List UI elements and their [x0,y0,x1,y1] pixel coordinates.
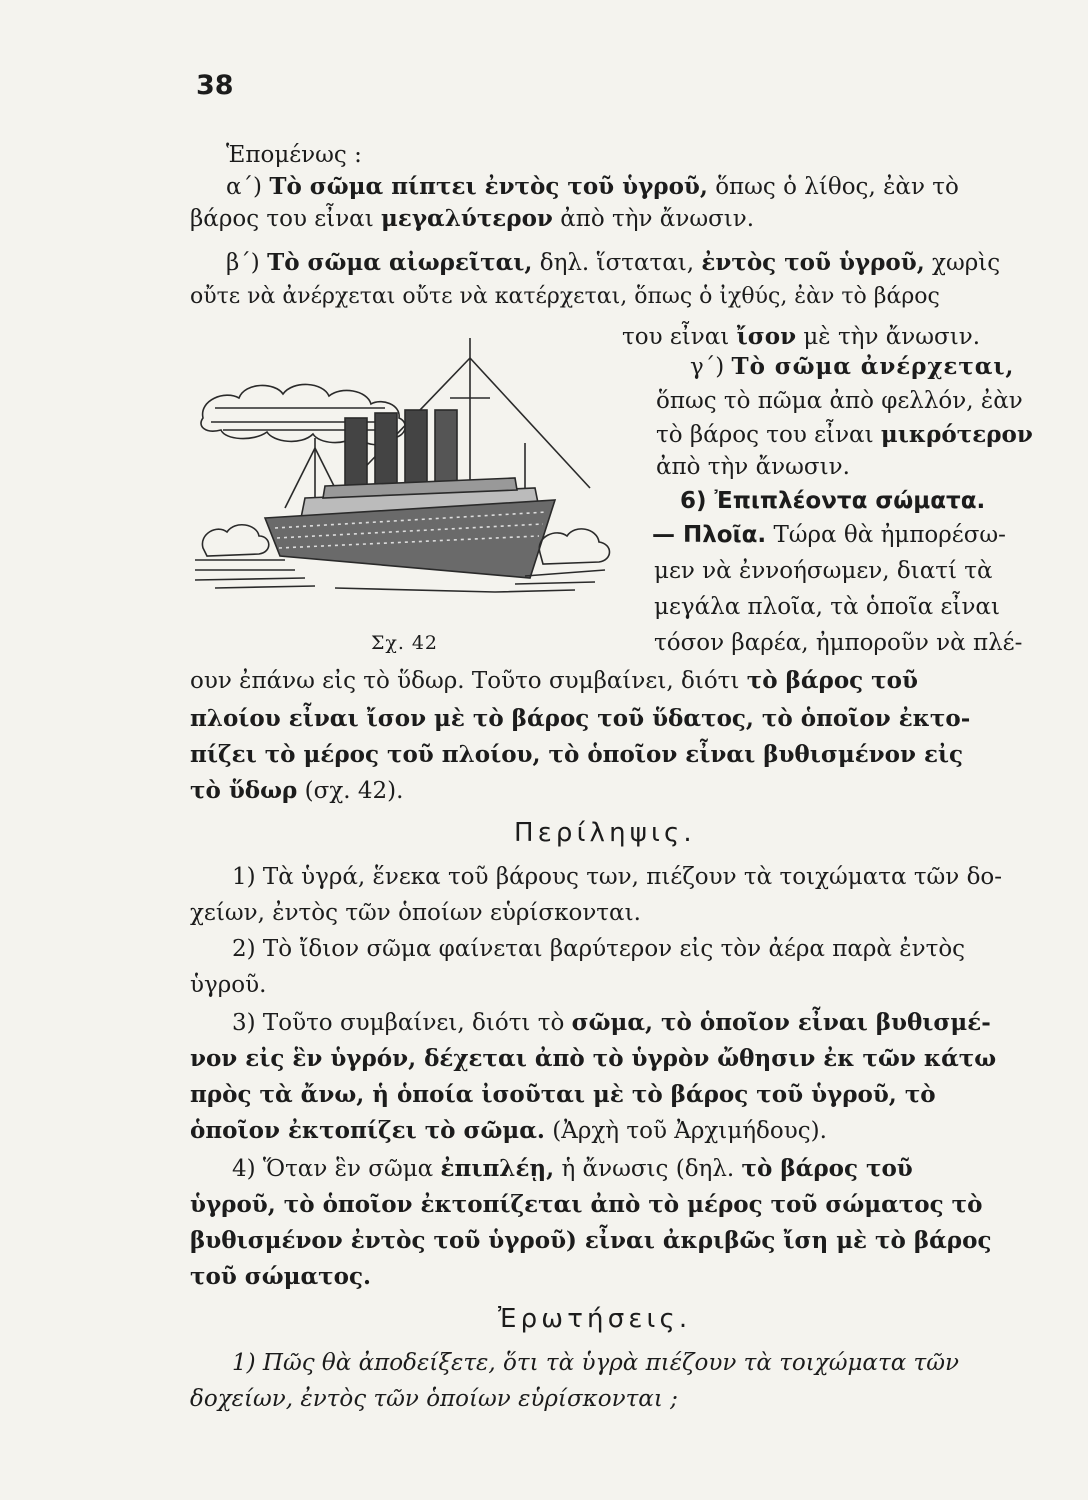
case-a-text2: βάρος του εἶναι [190,206,374,232]
section-6-line2: μεν νὰ ἐννοήσωμεν, διατί τὰ [654,558,993,584]
case-b-bold: Τὸ σῶμα αἰωρεῖται, [267,249,533,276]
summary-p3-bold4: ὁποῖον ἐκτοπίζει τὸ σῶμα. [190,1117,545,1144]
summary-p3-text: 3) Τοῦτο συμβαίνει, διότι τὸ [232,1010,565,1036]
section-6-bold5: τὸ βάρος τοῦ [746,667,918,694]
case-c-label: γ΄) [690,354,725,380]
section-6-text8: (σχ. 42). [304,778,404,804]
case-b-line3 [622,322,980,352]
section-6-line8 [190,776,403,806]
summary-p4-bold1: ἐπιπλέῃ, [440,1155,555,1182]
case-b-text5: μὲ τὴν ἄνωσιν. [803,324,981,350]
summary-p4-l4: τοῦ σώματος. [190,1263,372,1290]
section-6-subtitle: — Πλοῖα. [652,522,767,548]
summary-p4-l1 [232,1154,913,1184]
summary-p3-l2: νον εἰς ἓν ὑγρόν, δέχεται ἀπὸ τὸ ὑγρὸν ὤθησιν ἐκ τῶν κάτω [190,1045,997,1072]
question-1-l1: 1) Πῶς θὰ ἀποδείξετε, ὅτι τὰ ὑγρὰ πιέζουν τὰ τοιχώματα τῶν [232,1350,959,1376]
summary-p4-text2: ἡ ἄνωσις (δηλ. [561,1156,735,1182]
summary-p2-l1: 2) Τὸ ἴδιον σῶμα φαίνεται βαρύτερον εἰς τὸν ἀέρα παρὰ ἐντὸς [232,936,966,962]
case-c-line1 [690,352,1014,382]
case-a-bold: Τὸ σῶμα πίπτει ἐντὸς τοῦ ὑγροῦ, [269,173,708,200]
questions-heading: Ἐρωτήσεις. [498,1304,692,1334]
section-6-text1: Τώρα θὰ ἠμπορέσω- [773,522,1006,548]
section-6-line5 [190,666,918,696]
figure-caption: Σχ. 42 [371,632,438,654]
case-c-bold: Τὸ σῶμα ἀνέρχεται, [731,353,1015,380]
case-b-text4: του εἶναι [622,324,730,350]
case-c-line2: ὅπως τὸ πῶμα ἀπὸ φελλόν, ἐὰν [656,388,1023,414]
summary-p1-l2: χείων, ἐντὸς τῶν ὁποίων εὑρίσκονται. [190,900,641,926]
steamship-illustration [195,338,615,598]
summary-p3-l1 [232,1008,991,1038]
case-a-text3: ἀπὸ τὴν ἄνωσιν. [560,206,755,232]
question-1-l2: δοχείων, ἐντὸς τῶν ὁποίων εὑρίσκονται ; [190,1386,678,1412]
summary-p4-l3: βυθισμένον ἐντὸς τοῦ ὑγροῦ) εἶναι ἀκριβῶς ἴση μὲ τὸ βάρος [190,1227,992,1254]
case-a-line1 [226,172,959,202]
summary-p3-text4: (Ἀρχὴ τοῦ Ἀρχιμήδους). [552,1118,827,1144]
section-6-line7: πίζει τὸ μέρος τοῦ πλοίου, τὸ ὁποῖον εἶναι βυθισμένον εἰς [190,741,964,768]
case-b-text2: χωρὶς [932,250,1001,276]
case-a-line2 [190,204,754,234]
section-6-title: 6) Ἐπιπλέοντα σώματα. [680,488,986,514]
summary-p4-bold2: τὸ βάρος τοῦ [741,1155,913,1182]
case-c-bold2: μικρότερον [880,421,1033,448]
summary-p2-l2: ὑγροῦ. [190,972,267,998]
case-a-bold2: μεγαλύτερον [381,205,553,232]
case-a-text: ὅπως ὁ λίθος, ἐὰν τὸ [715,174,959,200]
intro-text: Ἑπομένως : [226,142,362,168]
case-c-text: τὸ βάρος του εἶναι [656,422,874,448]
case-c-line3 [656,420,1033,450]
case-b-text1: δηλ. ἵσταται, [539,250,695,276]
summary-p3-bold: σῶμα, τὸ ὁποῖον εἶναι βυθισμέ- [571,1009,991,1036]
summary-p4-text: 4) Ὅταν ἓν σῶμα [232,1156,434,1182]
section-6-text5: ουν ἐπάνω εἰς τὸ ὕδωρ. Τοῦτο συμβαίνει, διότι [190,668,740,694]
case-b-line2: οὔτε νὰ ἀνέρχεται οὔτε νὰ κατέρχεται, ὅπως ὁ ἰχθύς, ἐὰν τὸ βάρος [190,284,940,309]
case-b-label: β΄) [226,250,260,276]
case-c-line4: ἀπὸ τὴν ἄνωσιν. [656,454,850,480]
section-6-line4: τόσον βαρέα, ἠμποροῦν νὰ πλέ- [654,630,1023,656]
case-b-bold2: ἐντὸς τοῦ ὑγροῦ, [701,249,925,276]
summary-p4-l2: ὑγροῦ, τὸ ὁποῖον ἐκτοπίζεται ἀπὸ τὸ μέρος τοῦ σώματος τὸ [190,1191,983,1218]
summary-heading: Περίληψις. [514,818,696,848]
section-6-line3: μεγάλα πλοῖα, τὰ ὁποῖα εἶναι [654,594,1000,620]
section-6-line1 [652,520,1006,550]
case-b-bold3: ἴσον [736,323,797,350]
page-number: 38 [196,70,234,101]
summary-p3-l3: πρὸς τὰ ἄνω, ἡ ὁποία ἰσοῦται μὲ τὸ βάρος τοῦ ὑγροῦ, τὸ [190,1081,936,1108]
section-6-line6: πλοίου εἶναι ἴσον μὲ τὸ βάρος τοῦ ὕδατος, τὸ ὁποῖον ἐκτο- [190,705,971,732]
section-6-bold8: τὸ ὕδωρ [190,777,298,804]
case-a-label: α΄) [226,174,263,200]
summary-p3-l4 [190,1116,827,1146]
case-b-line1 [226,248,1000,278]
summary-p1-l1: 1) Τὰ ὑγρά, ἕνεκα τοῦ βάρους των, πιέζουν τὰ τοιχώματα τῶν δο- [232,864,1003,890]
